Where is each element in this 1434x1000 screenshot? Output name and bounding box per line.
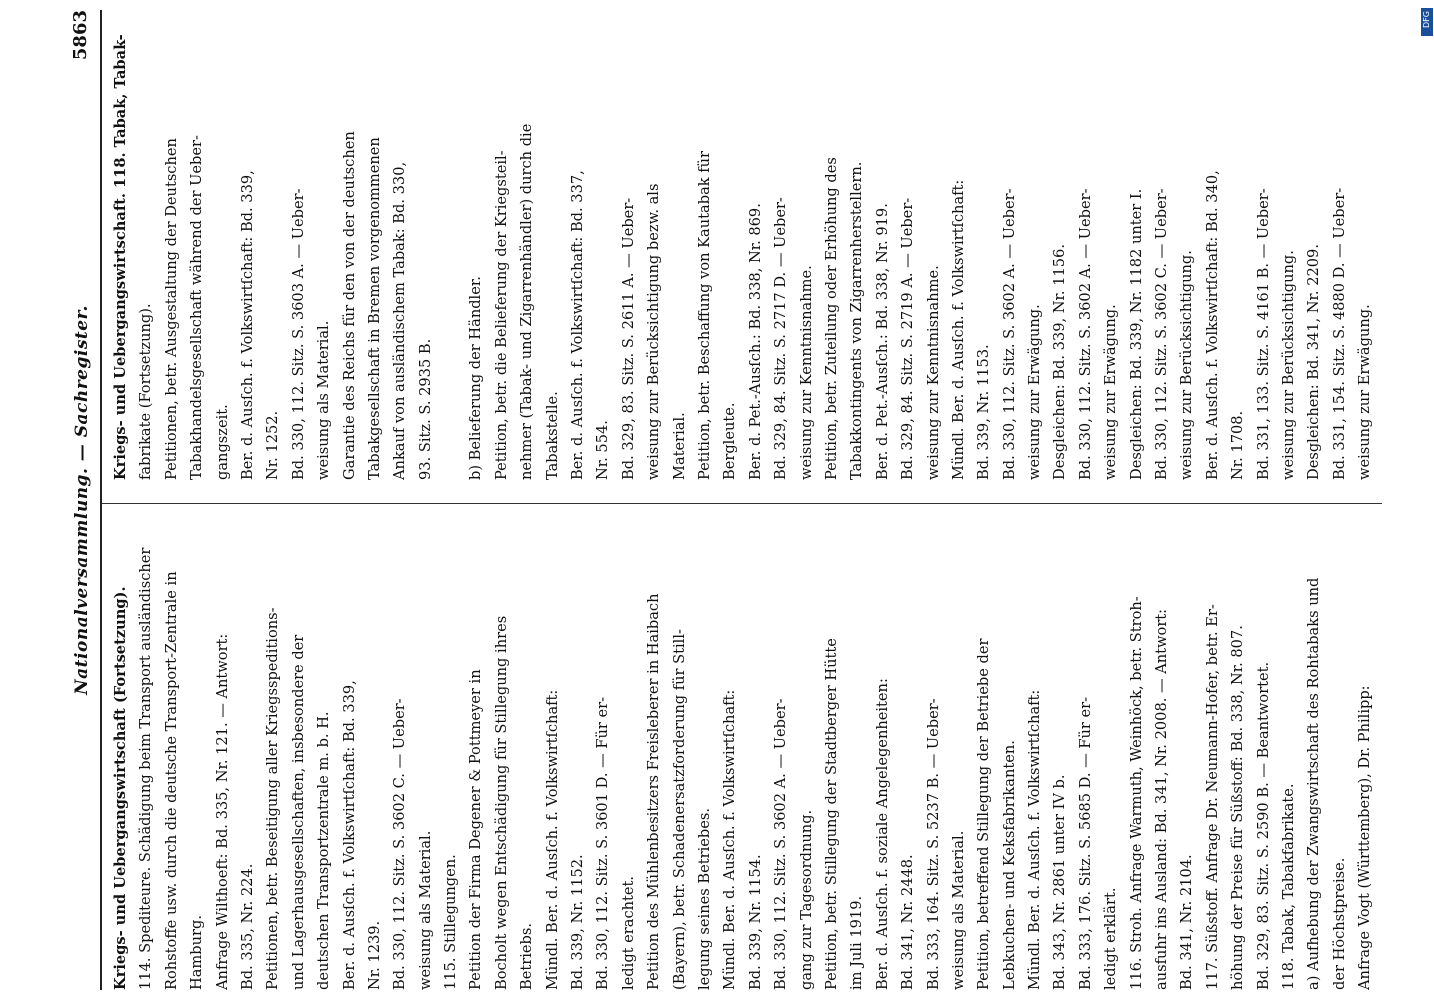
index-line: Kriegs- und Uebergangswirtschaft. 118. Tabak, Tabak- <box>112 34 129 480</box>
index-line: Ber. d. Ausſch. f. soziale Angelegenheiten: <box>873 678 891 990</box>
index-line: Petition, betr. Stillegung der Stadtberger Hütte <box>822 638 840 990</box>
index-line: der Höchstpreise. <box>1330 857 1348 990</box>
page-number: 5863 <box>70 10 91 61</box>
index-line: Bd. 339, Nr. 1152. <box>569 854 587 990</box>
index-line: Bd. 335, Nr. 224. <box>238 863 256 990</box>
index-line: ledigt erklärt. <box>1102 887 1120 990</box>
index-line: Bd. 339, Nr. 1153. <box>975 344 993 480</box>
index-line: Ber. d. Ausſch. f. Volkswirtſchaft: Bd. 339, <box>238 170 256 480</box>
index-line: Bd. 329, 84. Sitz. S. 2717 D. — Ueber- <box>772 197 790 480</box>
index-line: weisung zur Berücksichtigung. <box>1178 250 1196 480</box>
index-line: höhung der Preise für Süßstoff: Bd. 338, Nr. 807. <box>1229 625 1247 990</box>
index-line <box>438 10 463 480</box>
index-line: 118. Tabak, Tabakfabrikate. <box>1279 783 1297 990</box>
index-line: Ber. d. Pet.-Ausſch.: Bd. 338, Nr. 869. <box>746 203 764 480</box>
digitization-credit <box>1413 8 1433 993</box>
index-line: und Lagerhausgesellschaften, insbesondere der <box>289 634 307 990</box>
index-line: b) Belieferung der Händler. <box>467 276 485 480</box>
header-rule <box>100 10 102 990</box>
index-line: Petitionen, betr. Beseitigung aller Kriegsspeditions- <box>264 607 282 990</box>
index-line: weisung zur Erwägung. <box>1356 304 1374 480</box>
index-line: Tabakstelle. <box>543 391 561 480</box>
index-line: weisung als Material. <box>315 320 333 480</box>
index-line: Bd. 333, 176. Sitz. S. 5685 D. — Für er- <box>1076 696 1094 990</box>
index-line: 117. Süßstoff. Anfrage Dr. Neumann-Hofer, betr. Er- <box>1203 604 1221 990</box>
index-line: 115. Stillegungen. <box>442 854 460 990</box>
index-line: a) Aufhebung der Zwangswirtschaft des Rohtabaks und <box>1305 577 1323 990</box>
index-line: Tabakgesellschaft in Bremen vorgenommenen <box>365 137 383 480</box>
index-line: Anfrage Vogt (Württemberg), Dr. Philipp: <box>1356 685 1374 990</box>
index-line: Petitionen, betr. Ausgestaltung der Deutschen <box>162 138 180 480</box>
index-line: Bergleute. <box>721 402 739 480</box>
index-line: Rohstoffe usw. durch die deutsche Transport-Zentrale in <box>162 571 180 990</box>
index-line: Bd. 341, Nr. 2448. <box>899 854 917 990</box>
right-text-column <box>108 10 1378 480</box>
index-line: Ber. d. Ausſch. f. Volkswirtſchaft: Bd. 339, <box>340 680 358 990</box>
index-line: Ankauf von ausländischem Tabak: Bd. 330, <box>391 161 409 480</box>
index-line: Mündl. Ber. d. Ausſch. f. Volkswirtſchaft: <box>543 689 561 990</box>
index-line: gangszeit. <box>213 404 231 480</box>
index-line: Bd. 331, 133. Sitz. S. 4161 B. — Ueber- <box>1254 188 1272 480</box>
index-line: Bocholt wegen Entschädigung für Stillegung ihres <box>492 615 510 990</box>
page-header-title: Nationalversammlung. — Sachregister. <box>72 305 92 695</box>
index-line: Petition, betr. die Belieferung der Kriegsteil- <box>492 150 510 480</box>
index-line: Nr. 1239. <box>365 920 383 990</box>
index-line: Bd. 341, Nr. 2104. <box>1178 854 1196 990</box>
index-line: deutschen Transportzentrale m. b. H. <box>315 711 333 990</box>
index-line: 116. Stroh. Anfrage Warmuth, Weinhöck, betr. Stroh- <box>1127 596 1145 990</box>
index-line: weisung zur Kenntnisnahme. <box>924 265 942 480</box>
index-line: weisung zur Berücksichtigung bezw. als <box>645 183 663 480</box>
index-line: Material. <box>670 412 688 480</box>
index-line: Desgleichen: Bd. 339, Nr. 1156. <box>1051 244 1069 480</box>
index-line: Bd. 330, 112. Sitz. S. 3602 C. — Ueber- <box>1153 188 1171 480</box>
index-line: Ber. d. Ausſch. f. Volkswirtſchaft: Bd. 337, <box>569 170 587 480</box>
index-line: Nr. 1708. <box>1229 410 1247 480</box>
index-line: Bd. 329, 83. Sitz. S. 2611 A. — Ueber- <box>619 197 637 480</box>
index-line: Bd. 330, 112. Sitz. S. 3601 D. — Für er- <box>594 696 612 990</box>
index-line: Mündl. Ber. d. Ausſch. f. Volkswirtſchaft: <box>949 179 967 480</box>
index-line: Nr. 554. <box>594 420 612 480</box>
page-header <box>70 10 96 990</box>
index-line: gang zur Tagesordnung. <box>797 809 815 990</box>
index-line: im Juli 1919. <box>848 895 866 990</box>
index-line: 93. Sitz. S. 2935 B. <box>416 338 434 480</box>
index-line: nehmer (Tabak- und Zigarrenhändler) durch die <box>518 123 536 480</box>
index-line: Nr. 1252. <box>264 410 282 480</box>
index-line: Ber. d. Ausſch. f. Volkswirtſchaft: Bd. 340, <box>1203 170 1221 480</box>
index-line: Bd. 339, Nr. 1154. <box>746 854 764 990</box>
index-line: Bd. 330, 112. Sitz. S. 3602 A. — Ueber- <box>1076 188 1094 480</box>
index-line: Petition, betr. Beschaffung von Kautabak für <box>695 150 713 480</box>
index-line: Kriegs- und Uebergangswirtschaft (Fortsetzung). <box>112 586 129 990</box>
index-line: Bd. 329, 84. Sitz. S. 2719 A. — Ueber- <box>899 197 917 480</box>
index-line: weisung zur Berücksichtigung. <box>1279 250 1297 480</box>
index-line: Bd. 333, 164. Sitz. S. 5237 B. — Ueber- <box>924 698 942 990</box>
index-line: Tabakhandelsgesellschaft während der Ueber- <box>188 135 206 480</box>
index-line: Tabakkontingents von Zigarrenherstellern. <box>848 161 866 480</box>
index-line: 114. Spediteure. Schädigung beim Transport ausländischer <box>137 547 155 990</box>
index-line: Mündl. Ber. d. Ausſch. f. Volkswirtſchaft: <box>721 689 739 990</box>
index-line: Bd. 330, 112. Sitz. S. 3602 C. — Ueber- <box>391 698 409 990</box>
column-divider <box>102 503 1382 504</box>
index-line: Petition des Mühlenbesitzers Freisleberer in Haibach <box>645 593 663 990</box>
left-text-column <box>108 520 1378 990</box>
index-line: ausfuhr ins Ausland: Bd. 341, Nr. 2008. — Antwort: <box>1153 608 1171 990</box>
index-line: Anfrage Wilthoeft: Bd. 335, Nr. 121. — Antwort: <box>213 633 231 990</box>
index-line: Petition, betreffend Stillegung der Betriebe der <box>975 638 993 990</box>
index-line: weisung zur Erwägung. <box>1026 304 1044 480</box>
index-line: Petition der Firma Degener & Pottmeyer in <box>467 669 485 990</box>
index-line: Betriebs. <box>518 923 536 990</box>
index-line: Bd. 343, Nr. 2861 unter IV b. <box>1051 774 1069 990</box>
index-line: weisung zur Erwägung. <box>1102 304 1120 480</box>
index-line: weisung zur Kenntnisnahme. <box>797 265 815 480</box>
index-line: (Bayern), betr. Schadenersatzforderung für Still- <box>670 629 688 990</box>
index-line: Bd. 330, 112. Sitz. S. 3602 A. — Ueber- <box>772 698 790 990</box>
index-line: Hamburg. <box>188 915 206 990</box>
index-line: legung seines Betriebes. <box>695 808 713 990</box>
index-line: Desgleichen: Bd. 341, Nr. 2209. <box>1305 244 1323 480</box>
rotated-document-page <box>70 0 1400 1000</box>
index-line: Mündl. Ber. d. Ausſch. f. Volkswirtſchaft: <box>1026 689 1044 990</box>
dfg-logo-label: DFG <box>1422 11 1431 28</box>
dfg-logo-icon <box>1421 8 1433 36</box>
index-line: Bd. 329, 83. Sitz. S. 2590 B. — Beantwortet. <box>1254 661 1272 990</box>
index-line: Garantie des Reichs für den von der deutschen <box>340 131 358 480</box>
index-line: Bd. 330, 112. Sitz. S. 3603 A. — Ueber- <box>289 188 307 480</box>
index-line: ledigt erachtet. <box>619 875 637 990</box>
index-line: Ber. d. Pet.-Ausſch.: Bd. 338, Nr. 919. <box>873 203 891 480</box>
index-line: Lebkuchen- und Keksfabrikanten. <box>1000 740 1018 990</box>
index-line: Petition, betr. Zuteilung oder Erhöhung des <box>822 157 840 480</box>
index-line: weisung als Material. <box>416 830 434 990</box>
index-line: fabrikate (Fortsetzung). <box>137 303 155 480</box>
index-line: Bd. 331, 154. Sitz. S. 4880 D. — Ueber- <box>1330 187 1348 480</box>
index-line: Bd. 330, 112. Sitz. S. 3602 A. — Ueber- <box>1000 188 1018 480</box>
index-line: Desgleichen: Bd. 339, Nr. 1182 unter I. <box>1127 188 1145 480</box>
index-line: weisung als Material. <box>949 830 967 990</box>
